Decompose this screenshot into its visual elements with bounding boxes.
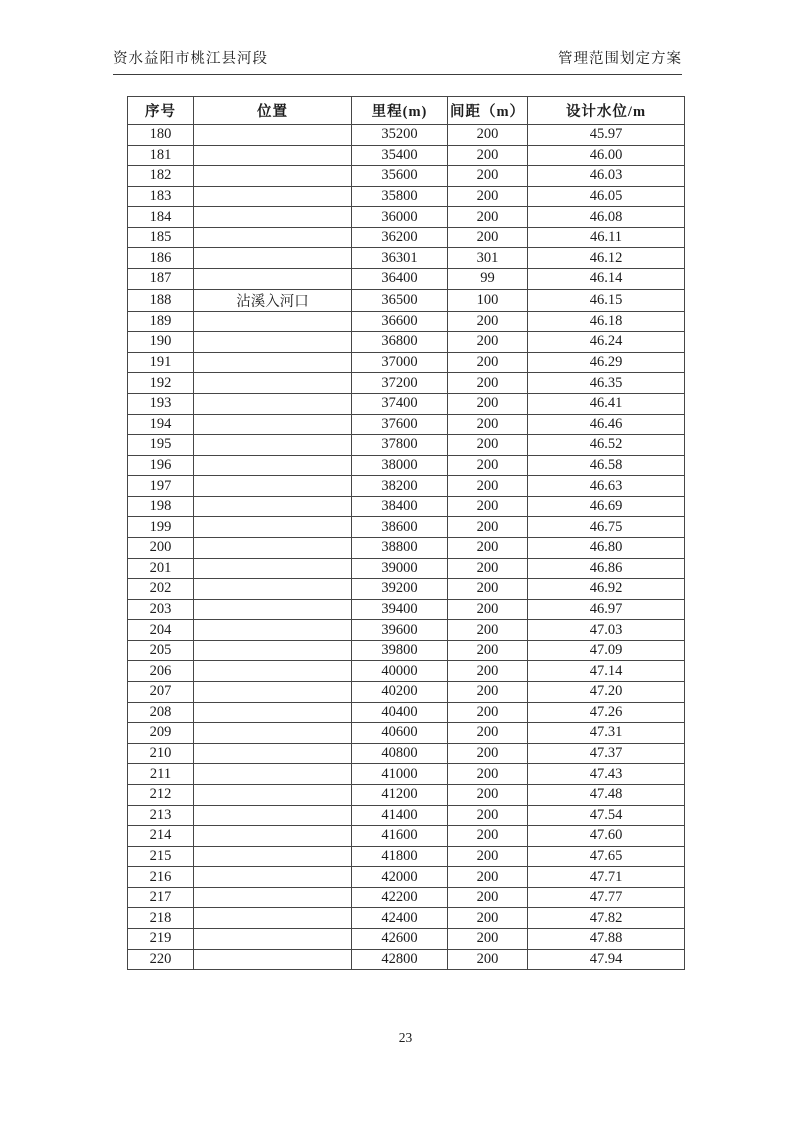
cell-location [194,269,352,290]
cell-serial: 201 [128,558,194,579]
cell-spacing: 200 [448,928,528,949]
cell-water-level: 46.29 [528,352,685,373]
cell-spacing: 100 [448,289,528,311]
table-row [128,248,685,269]
cell-water-level: 47.14 [528,661,685,682]
cell-mileage: 37200 [352,373,448,394]
table-row [128,476,685,497]
table-body [128,125,685,970]
table-row [128,805,685,826]
cell-mileage: 41400 [352,805,448,826]
cell-location [194,311,352,332]
cell-mileage: 35200 [352,125,448,146]
cell-serial: 196 [128,455,194,476]
header-left-text: 资水益阳市桃江县河段 [113,51,268,67]
cell-serial: 192 [128,373,194,394]
cell-spacing: 200 [448,517,528,538]
table-row [128,599,685,620]
cell-spacing: 200 [448,867,528,888]
cell-mileage: 39800 [352,640,448,661]
cell-location [194,186,352,207]
cell-water-level: 46.14 [528,269,685,290]
cell-mileage: 36200 [352,227,448,248]
cell-spacing: 200 [448,743,528,764]
cell-water-level: 47.54 [528,805,685,826]
cell-serial: 189 [128,311,194,332]
cell-location [194,764,352,785]
cell-water-level: 46.08 [528,207,685,228]
cell-spacing: 200 [448,887,528,908]
cell-spacing: 200 [448,332,528,353]
cell-spacing: 200 [448,826,528,847]
table-row [128,784,685,805]
cell-spacing: 200 [448,764,528,785]
col-header-mileage: 里程(m) [352,97,448,125]
water-level-table [127,96,685,970]
cell-serial: 216 [128,867,194,888]
table-row [128,887,685,908]
cell-location [194,867,352,888]
cell-serial: 186 [128,248,194,269]
cell-location [194,661,352,682]
cell-serial: 198 [128,496,194,517]
table-row [128,125,685,146]
table-row [128,743,685,764]
cell-spacing: 200 [448,784,528,805]
cell-spacing: 200 [448,702,528,723]
cell-water-level: 46.46 [528,414,685,435]
cell-spacing: 200 [448,908,528,929]
table-row [128,620,685,641]
cell-water-level: 47.77 [528,887,685,908]
cell-serial: 193 [128,393,194,414]
cell-location [194,846,352,867]
cell-serial: 210 [128,743,194,764]
cell-mileage: 38000 [352,455,448,476]
cell-water-level: 47.09 [528,640,685,661]
cell-serial: 220 [128,949,194,970]
cell-mileage: 38800 [352,537,448,558]
header-right-text: 管理范围划定方案 [558,51,682,67]
cell-water-level: 47.43 [528,764,685,785]
table-row [128,414,685,435]
table-row [128,682,685,703]
cell-location [194,207,352,228]
cell-spacing: 99 [448,269,528,290]
cell-water-level: 46.92 [528,579,685,600]
table-row [128,166,685,187]
cell-water-level: 46.41 [528,393,685,414]
table-row [128,846,685,867]
cell-water-level: 46.69 [528,496,685,517]
cell-serial: 185 [128,227,194,248]
cell-serial: 190 [128,332,194,353]
table-row [128,227,685,248]
table-row [128,949,685,970]
cell-serial: 212 [128,784,194,805]
cell-location [194,723,352,744]
cell-serial: 204 [128,620,194,641]
cell-spacing: 200 [448,414,528,435]
cell-mileage: 41000 [352,764,448,785]
cell-spacing: 200 [448,599,528,620]
table-row [128,269,685,290]
cell-mileage: 37600 [352,414,448,435]
table-row [128,661,685,682]
cell-water-level: 46.03 [528,166,685,187]
cell-mileage: 36600 [352,311,448,332]
cell-serial: 206 [128,661,194,682]
cell-water-level: 46.52 [528,435,685,456]
cell-spacing: 200 [448,145,528,166]
cell-serial: 187 [128,269,194,290]
cell-mileage: 40800 [352,743,448,764]
cell-location [194,784,352,805]
cell-spacing: 200 [448,227,528,248]
cell-serial: 191 [128,352,194,373]
cell-mileage: 39200 [352,579,448,600]
cell-mileage: 37800 [352,435,448,456]
cell-mileage: 40600 [352,723,448,744]
cell-mileage: 36400 [352,269,448,290]
cell-spacing: 200 [448,186,528,207]
cell-location [194,928,352,949]
cell-location [194,414,352,435]
cell-water-level: 47.88 [528,928,685,949]
table-row [128,393,685,414]
cell-location [194,393,352,414]
table-row [128,826,685,847]
cell-water-level: 46.15 [528,289,685,311]
page-header [113,47,682,75]
cell-mileage: 36301 [352,248,448,269]
cell-mileage: 39400 [352,599,448,620]
col-header-water-level: 设计水位/m [528,97,685,125]
cell-spacing: 200 [448,125,528,146]
table-row [128,186,685,207]
table-row [128,723,685,744]
cell-water-level: 47.20 [528,682,685,703]
cell-water-level: 46.24 [528,332,685,353]
cell-water-level: 47.94 [528,949,685,970]
cell-mileage: 36800 [352,332,448,353]
cell-location [194,908,352,929]
cell-water-level: 46.00 [528,145,685,166]
cell-mileage: 42000 [352,867,448,888]
table-row [128,702,685,723]
cell-location [194,373,352,394]
cell-serial: 180 [128,125,194,146]
table-row [128,311,685,332]
col-header-location: 位置 [194,97,352,125]
cell-spacing: 200 [448,496,528,517]
cell-serial: 181 [128,145,194,166]
cell-mileage: 37400 [352,393,448,414]
col-header-spacing: 间距（m） [448,97,528,125]
cell-spacing: 301 [448,248,528,269]
cell-water-level: 46.12 [528,248,685,269]
cell-mileage: 41200 [352,784,448,805]
cell-serial: 211 [128,764,194,785]
cell-location [194,125,352,146]
cell-mileage: 38400 [352,496,448,517]
cell-water-level: 47.37 [528,743,685,764]
cell-mileage: 36500 [352,289,448,311]
table-row [128,579,685,600]
table-row [128,373,685,394]
table-row [128,496,685,517]
table-row [128,435,685,456]
cell-spacing: 200 [448,682,528,703]
cell-location [194,332,352,353]
table-row [128,640,685,661]
cell-mileage: 41800 [352,846,448,867]
cell-spacing: 200 [448,311,528,332]
cell-spacing: 200 [448,579,528,600]
cell-mileage: 41600 [352,826,448,847]
cell-spacing: 200 [448,620,528,641]
cell-location [194,702,352,723]
cell-water-level: 46.05 [528,186,685,207]
cell-spacing: 200 [448,435,528,456]
cell-water-level: 47.71 [528,867,685,888]
cell-serial: 199 [128,517,194,538]
cell-water-level: 47.82 [528,908,685,929]
cell-serial: 197 [128,476,194,497]
cell-mileage: 40000 [352,661,448,682]
cell-location [194,579,352,600]
cell-serial: 217 [128,887,194,908]
cell-mileage: 39600 [352,620,448,641]
cell-mileage: 40200 [352,682,448,703]
cell-spacing: 200 [448,640,528,661]
cell-spacing: 200 [448,949,528,970]
cell-water-level: 47.60 [528,826,685,847]
cell-location [194,517,352,538]
cell-mileage: 42400 [352,908,448,929]
cell-spacing: 200 [448,166,528,187]
cell-location [194,805,352,826]
cell-spacing: 200 [448,805,528,826]
cell-water-level: 46.63 [528,476,685,497]
table-row [128,558,685,579]
cell-water-level: 46.86 [528,558,685,579]
cell-serial: 203 [128,599,194,620]
table-row [128,207,685,228]
cell-location [194,949,352,970]
cell-spacing: 200 [448,373,528,394]
cell-location [194,455,352,476]
cell-location [194,558,352,579]
cell-spacing: 200 [448,846,528,867]
cell-mileage: 38600 [352,517,448,538]
cell-water-level: 46.18 [528,311,685,332]
cell-mileage: 37000 [352,352,448,373]
cell-mileage: 39000 [352,558,448,579]
cell-location [194,743,352,764]
cell-location [194,476,352,497]
cell-location [194,537,352,558]
cell-serial: 200 [128,537,194,558]
table-row [128,867,685,888]
table-row [128,517,685,538]
table-row [128,145,685,166]
cell-spacing: 200 [448,476,528,497]
cell-water-level: 47.26 [528,702,685,723]
cell-water-level: 47.48 [528,784,685,805]
cell-serial: 194 [128,414,194,435]
cell-water-level: 46.58 [528,455,685,476]
cell-serial: 215 [128,846,194,867]
cell-location [194,227,352,248]
cell-location [194,352,352,373]
cell-water-level: 47.03 [528,620,685,641]
cell-location [194,826,352,847]
cell-serial: 205 [128,640,194,661]
cell-location [194,682,352,703]
cell-water-level: 47.65 [528,846,685,867]
cell-water-level: 46.75 [528,517,685,538]
cell-spacing: 200 [448,207,528,228]
cell-mileage: 35600 [352,166,448,187]
cell-mileage: 35400 [352,145,448,166]
cell-location [194,640,352,661]
cell-serial: 214 [128,826,194,847]
cell-mileage: 38200 [352,476,448,497]
table-row [128,352,685,373]
cell-location [194,248,352,269]
table-row [128,908,685,929]
cell-water-level: 46.11 [528,227,685,248]
table-row [128,455,685,476]
cell-water-level: 46.97 [528,599,685,620]
table-header-row [128,97,685,125]
cell-mileage: 36000 [352,207,448,228]
cell-location [194,435,352,456]
cell-water-level: 46.35 [528,373,685,394]
cell-spacing: 200 [448,558,528,579]
cell-serial: 207 [128,682,194,703]
cell-serial: 184 [128,207,194,228]
cell-serial: 183 [128,186,194,207]
cell-spacing: 200 [448,393,528,414]
table-row [128,332,685,353]
cell-location [194,145,352,166]
cell-water-level: 45.97 [528,125,685,146]
cell-spacing: 200 [448,537,528,558]
cell-serial: 202 [128,579,194,600]
table-row [128,764,685,785]
cell-mileage: 35800 [352,186,448,207]
cell-location [194,599,352,620]
table-row [128,289,685,311]
cell-spacing: 200 [448,723,528,744]
cell-serial: 219 [128,928,194,949]
page-number: 23 [398,1030,413,1045]
cell-mileage: 42800 [352,949,448,970]
cell-mileage: 42600 [352,928,448,949]
cell-location [194,496,352,517]
cell-spacing: 200 [448,352,528,373]
table-row [128,537,685,558]
cell-serial: 182 [128,166,194,187]
col-header-serial: 序号 [128,97,194,125]
cell-serial: 208 [128,702,194,723]
cell-water-level: 46.80 [528,537,685,558]
cell-serial: 218 [128,908,194,929]
cell-location [194,620,352,641]
table-row [128,928,685,949]
cell-serial: 195 [128,435,194,456]
cell-mileage: 40400 [352,702,448,723]
cell-mileage: 42200 [352,887,448,908]
cell-spacing: 200 [448,455,528,476]
cell-location [194,166,352,187]
cell-spacing: 200 [448,661,528,682]
cell-location [194,887,352,908]
cell-serial: 209 [128,723,194,744]
cell-water-level: 47.31 [528,723,685,744]
cell-location: 沾溪入河口 [194,289,352,311]
cell-serial: 213 [128,805,194,826]
cell-serial: 188 [128,289,194,311]
